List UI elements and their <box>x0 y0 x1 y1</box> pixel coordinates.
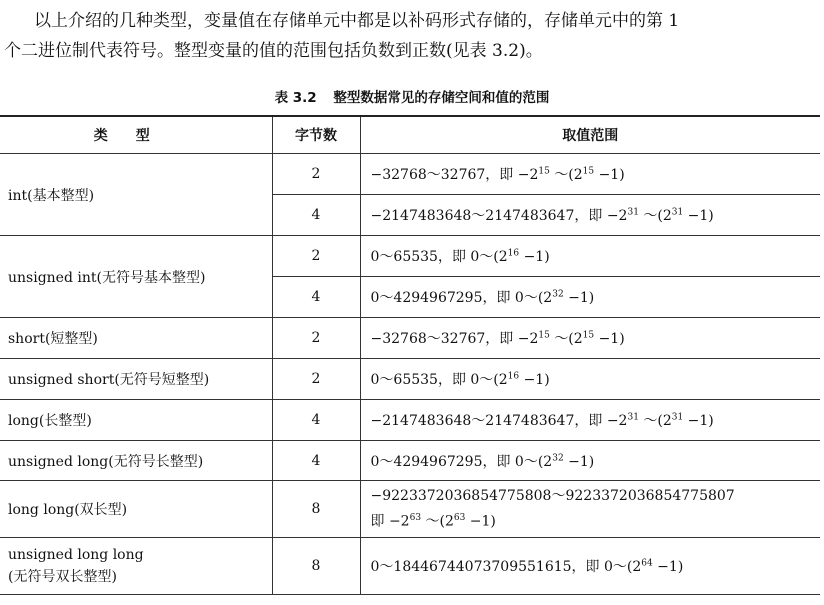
range-text: −1) <box>594 167 625 183</box>
range-cell <box>360 154 820 195</box>
bytes-cell: 2 <box>272 236 360 277</box>
type-cell: int(基本整型) <box>0 154 272 236</box>
exponent: 31 <box>627 207 639 218</box>
exponent: 31 <box>627 412 639 423</box>
range-text: −1) <box>594 331 625 347</box>
exponent: 32 <box>552 289 564 300</box>
exponent: 63 <box>453 513 466 524</box>
range-cell <box>360 400 820 441</box>
range-line-2 <box>371 507 813 533</box>
exponent: 32 <box>552 452 564 463</box>
table-row <box>0 441 820 481</box>
table-row <box>0 400 820 441</box>
range-text: −32768～32767，即 −2 <box>370 331 539 347</box>
range-text: ～(2 <box>421 513 454 530</box>
type-cell: long long(双长型) <box>0 481 272 538</box>
table-number: 表 3.2 <box>274 90 317 106</box>
range-text: −1) <box>519 249 550 265</box>
header-bytes: 字节数 <box>272 116 360 154</box>
range-text: 0～65535，即 0～(2 <box>370 249 508 265</box>
bytes-cell: 2 <box>272 359 360 400</box>
range-text: 0～18446744073709551615，即 0～(2 <box>370 559 642 575</box>
range-text: 0～4294967295，即 0～(2 <box>370 453 553 470</box>
exponent: 16 <box>507 248 520 259</box>
range-text: −1) <box>563 453 595 470</box>
range-cell <box>360 195 820 236</box>
type-cell: unsigned int(无符号基本整型) <box>0 236 272 318</box>
table-row <box>0 481 820 538</box>
header-range: 取值范围 <box>360 116 820 154</box>
range-text: −1) <box>563 290 595 306</box>
exponent: 31 <box>671 412 684 423</box>
range-text: −1) <box>683 413 714 429</box>
header-type: 类型 <box>0 116 272 154</box>
bytes-cell: 4 <box>272 195 360 236</box>
range-text: ～(2 <box>638 413 672 429</box>
bytes-cell: 2 <box>272 154 360 195</box>
range-text: −1) <box>465 513 496 530</box>
intro-line-1: 以上介绍的几种类型，变量值在存储单元中都是以补码形式存储的，存储单元中的第 1 <box>34 11 680 31</box>
range-text: 0～65535，即 0～(2 <box>370 372 508 388</box>
range-text: 即 −2 <box>370 513 410 530</box>
range-text: −9223372036854775808～9223372036854775807 <box>370 488 735 505</box>
exponent: 16 <box>507 371 520 382</box>
intro-line-2: 个二进位制代表符号。整型变量的值的范围包括负数到正数(见表 3.2)。 <box>4 41 543 61</box>
exponent: 31 <box>671 207 684 218</box>
integer-types-table <box>0 115 820 595</box>
range-text: ～(2 <box>549 331 583 347</box>
range-cell <box>360 277 820 318</box>
type-cell: short(短整型) <box>0 318 272 359</box>
type-cell <box>0 538 272 595</box>
exponent: 15 <box>582 166 595 177</box>
table-row <box>0 318 820 359</box>
bytes-cell: 8 <box>272 538 360 595</box>
range-text: −2147483648～2147483647，即 −2 <box>370 208 628 224</box>
bytes-cell: 2 <box>272 318 360 359</box>
range-text: −32768～32767，即 −2 <box>370 167 539 183</box>
type-cell: long(长整型) <box>0 400 272 441</box>
table-caption <box>0 86 824 106</box>
range-text: ～(2 <box>638 208 672 224</box>
range-cell <box>360 481 820 538</box>
intro-paragraph <box>0 6 824 66</box>
table-row <box>0 154 820 195</box>
range-text: −1) <box>683 208 714 224</box>
table-header-row <box>0 116 820 154</box>
range-text: −2147483648～2147483647，即 −2 <box>370 413 628 429</box>
exponent: 15 <box>582 330 595 341</box>
exponent: 63 <box>409 513 422 524</box>
type-cell: unsigned short(无符号短整型) <box>0 359 272 400</box>
range-text: ～(2 <box>549 167 583 183</box>
range-cell <box>360 236 820 277</box>
exponent: 64 <box>641 558 653 569</box>
range-cell <box>360 441 820 481</box>
range-text: −1) <box>519 372 550 388</box>
exponent: 15 <box>538 166 550 177</box>
table-row <box>0 538 820 595</box>
exponent: 15 <box>538 330 550 341</box>
bytes-cell: 4 <box>272 400 360 441</box>
table-row <box>0 236 820 277</box>
type-text: (无符号双长整型) <box>8 569 117 585</box>
bytes-cell: 4 <box>272 441 360 481</box>
table-row <box>0 359 820 400</box>
range-cell <box>360 538 820 595</box>
range-cell <box>360 359 820 400</box>
type-cell: unsigned long(无符号长整型) <box>0 441 272 481</box>
bytes-cell: 8 <box>272 481 360 538</box>
range-cell <box>360 318 820 359</box>
table-title: 整型数据常见的存储空间和值的范围 <box>333 90 550 106</box>
range-text: 0～4294967295，即 0～(2 <box>370 290 553 306</box>
range-text: −1) <box>652 559 684 575</box>
bytes-cell: 4 <box>272 277 360 318</box>
type-text: unsigned long long <box>8 547 144 563</box>
